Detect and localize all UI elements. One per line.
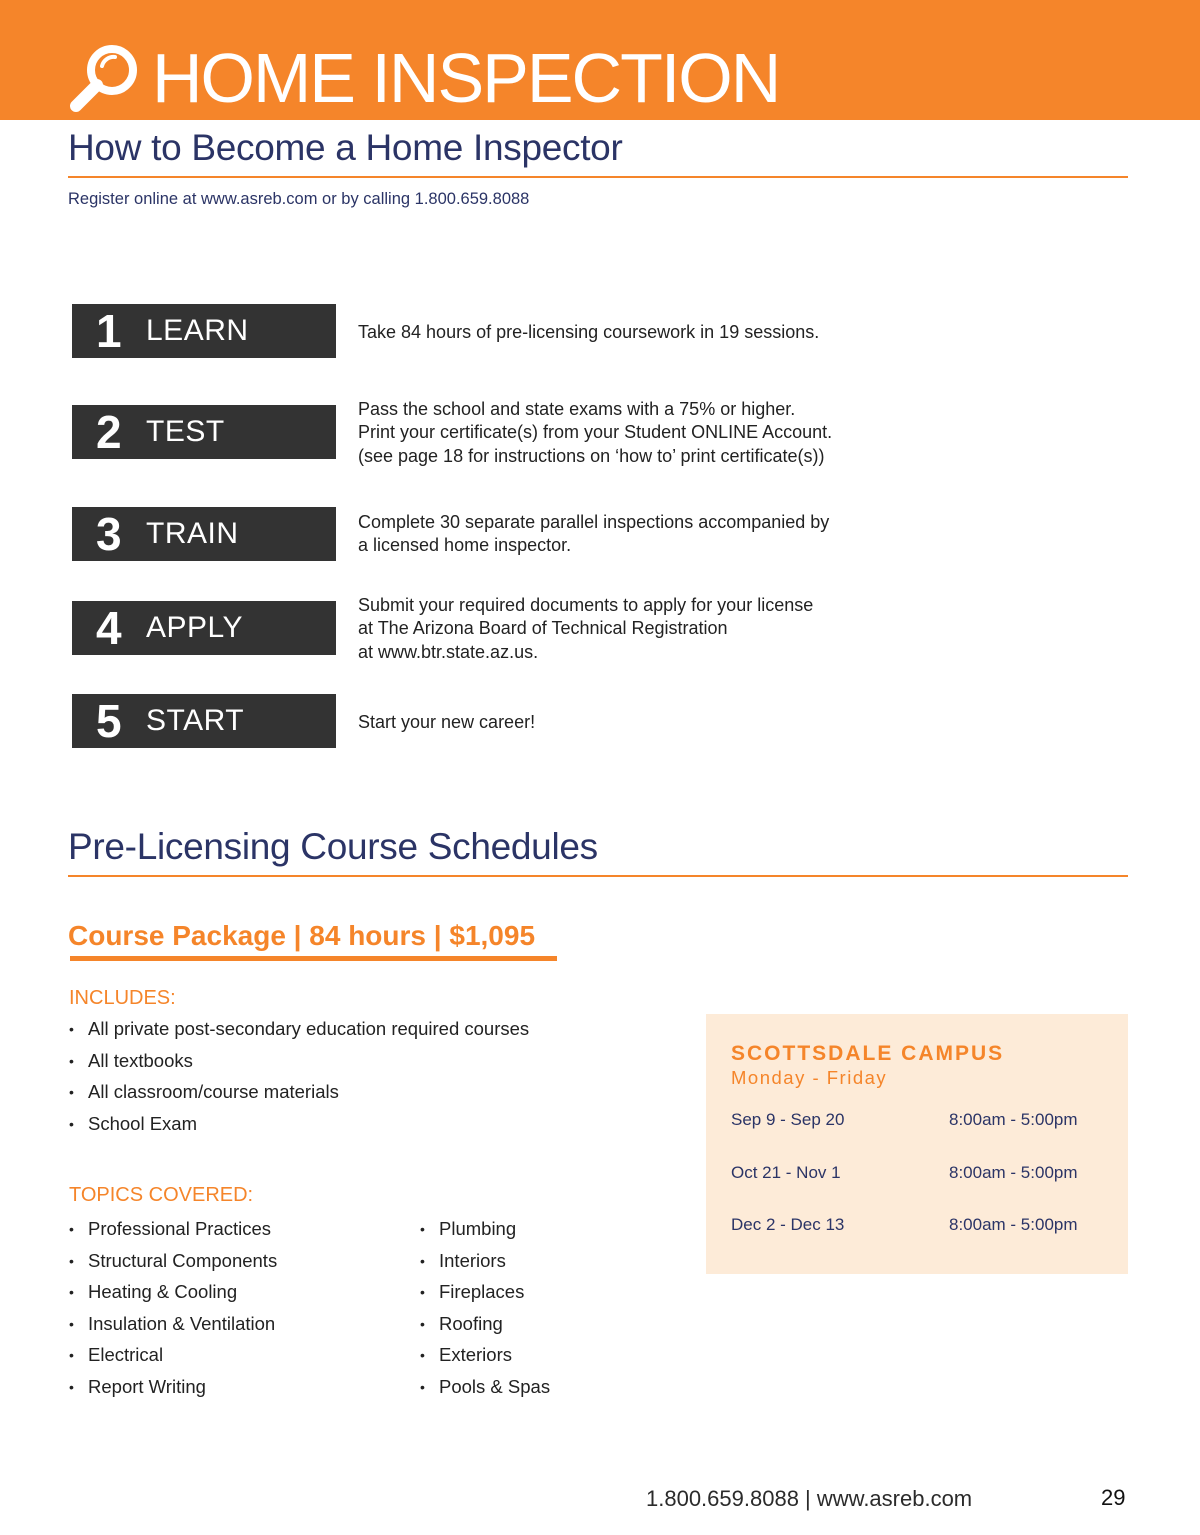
section-title-become-inspector: How to Become a Home Inspector <box>68 127 623 168</box>
step-description-train <box>358 511 829 558</box>
list-item: • Interiors <box>419 1250 550 1282</box>
list-item: • Electrical <box>68 1344 277 1376</box>
includes-list <box>68 1018 529 1144</box>
course-package-heading: Course Package | 84 hours | $1,095 <box>68 920 536 951</box>
step-label: TEST <box>146 415 225 448</box>
step-description-line: (see page 18 for instructions on ‘how to’ print certificate(s)) <box>358 445 825 466</box>
step-number: 2 <box>96 406 122 458</box>
page-number: 29 <box>1101 1485 1126 1510</box>
step-badge-learn <box>72 304 336 358</box>
list-item: • Roofing <box>419 1313 550 1345</box>
step-description-line: Complete 30 separate parallel inspections accompanied by <box>358 512 830 532</box>
list-item: • All classroom/course materials <box>68 1081 529 1113</box>
step-description-line: Take 84 hours of pre-licensing coursework in 19 sessions. <box>358 322 820 342</box>
schedule-dates: Oct 21 - Nov 1 <box>731 1163 841 1182</box>
list-item: • School Exam <box>68 1113 529 1145</box>
list-item: • Pools & Spas <box>419 1376 550 1408</box>
list-item: • Plumbing <box>419 1218 550 1250</box>
step-description-test <box>358 398 832 468</box>
campus-days: Monday - Friday <box>731 1067 888 1088</box>
footer-contact: 1.800.659.8088 | www.asreb.com <box>646 1486 973 1511</box>
course-package-underline <box>70 956 557 961</box>
step-number: 4 <box>96 602 122 654</box>
step-label: TRAIN <box>146 517 239 550</box>
list-item: • Structural Components <box>68 1250 277 1282</box>
list-item: • Insulation & Ventilation <box>68 1313 277 1345</box>
step-description-line: at The Arizona Board of Technical Registration <box>358 618 728 639</box>
schedule-time: 8:00am - 5:00pm <box>949 1110 1078 1129</box>
register-text: Register online at www.asreb.com or by calling 1.800.659.8088 <box>68 190 530 208</box>
topics-heading: TOPICS COVERED: <box>69 1184 254 1206</box>
step-description-line: Start your new career! <box>358 712 536 732</box>
step-number: 5 <box>96 695 122 747</box>
schedule-row <box>731 1108 1111 1132</box>
step-description-line: Pass the school and state exams with a 75% or higher. <box>358 399 796 419</box>
includes-heading: INCLUDES: <box>69 987 176 1009</box>
step-label: START <box>146 704 245 737</box>
list-item: • Report Writing <box>68 1376 277 1408</box>
page-title: HOME INSPECTION <box>152 39 780 117</box>
section-title-schedules: Pre-Licensing Course Schedules <box>68 826 598 867</box>
schedule-dates: Sep 9 - Sep 20 <box>731 1110 845 1129</box>
header-band <box>0 0 1200 120</box>
step-number: 1 <box>96 305 122 357</box>
list-item: • Heating & Cooling <box>68 1281 277 1313</box>
schedule-dates: Dec 2 - Dec 13 <box>731 1215 845 1234</box>
section-divider <box>68 176 1128 178</box>
step-label: LEARN <box>146 314 249 347</box>
step-badge-start <box>72 694 336 748</box>
campus-name: SCOTTSDALE CAMPUS <box>731 1042 1005 1065</box>
list-item: • All private post-secondary education required courses <box>68 1018 529 1050</box>
schedule-row <box>731 1161 1111 1185</box>
step-description-line: Print your certificate(s) from your Student ONLINE Account. <box>358 422 833 443</box>
step-description-learn <box>358 321 819 344</box>
step-badge-apply <box>72 601 336 655</box>
list-item: • Professional Practices <box>68 1218 277 1250</box>
topics-list-right <box>419 1218 550 1407</box>
list-item: • All textbooks <box>68 1050 529 1082</box>
schedule-time: 8:00am - 5:00pm <box>949 1163 1078 1182</box>
step-badge-test <box>72 405 336 459</box>
campus-schedule-box <box>706 1014 1128 1274</box>
step-badge-train <box>72 507 336 561</box>
list-item: • Exteriors <box>419 1344 550 1376</box>
magnifying-glass-icon <box>68 42 140 114</box>
step-description-line: at www.btr.state.az.us. <box>358 641 539 662</box>
schedule-time: 8:00am - 5:00pm <box>949 1215 1078 1234</box>
step-description-apply <box>358 594 813 664</box>
step-description-line: a licensed home inspector. <box>358 535 572 556</box>
step-number: 3 <box>96 508 122 560</box>
list-item: • Fireplaces <box>419 1281 550 1313</box>
step-label: APPLY <box>146 611 243 644</box>
topics-list-left <box>68 1218 277 1407</box>
step-description-line: Submit your required documents to apply for your license <box>358 595 814 615</box>
schedule-row <box>731 1213 1111 1237</box>
section-divider <box>68 875 1128 877</box>
step-description-start <box>358 711 535 734</box>
